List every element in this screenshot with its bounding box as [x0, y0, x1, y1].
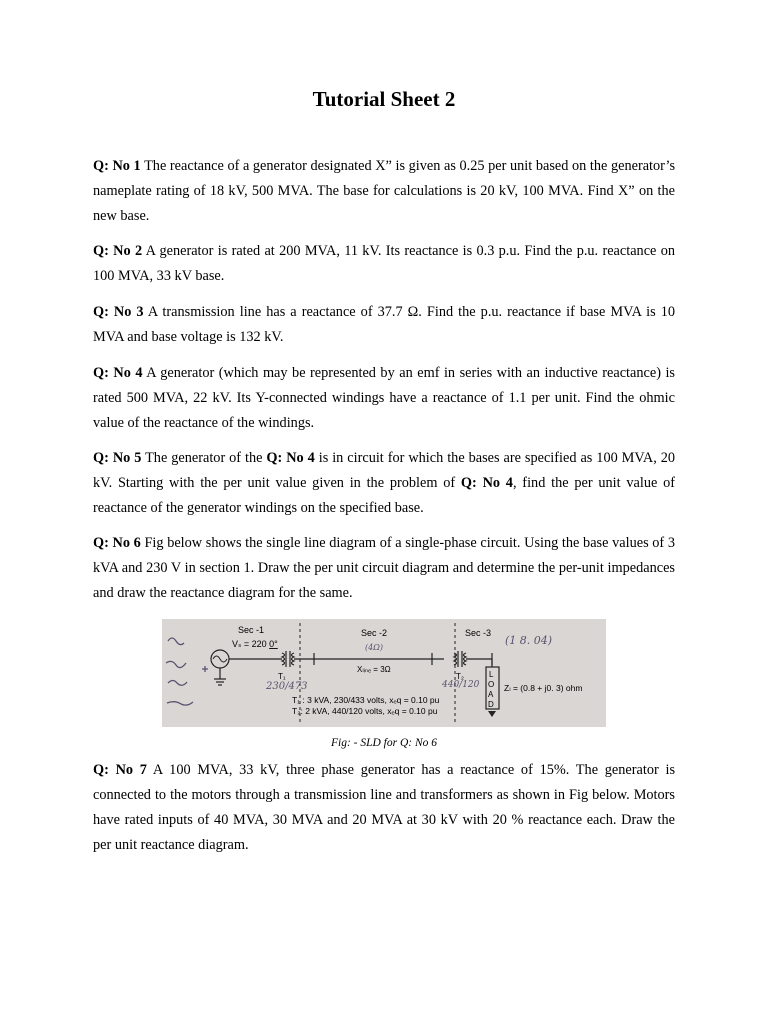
- question-4: [93, 361, 675, 436]
- question-label: Q: No 1: [93, 158, 141, 174]
- handwritten-notes: [166, 638, 208, 705]
- load-letter: A: [488, 690, 494, 699]
- transformer-t2-symbol: [454, 651, 466, 667]
- transformer-t2-label: T₂: [456, 672, 464, 681]
- section-3-label: Sec -3: [465, 628, 492, 638]
- transformer-spec-1: T₁ : 3 kVA, 230/433 volts, xₑq = 0.10 pu: [292, 695, 440, 705]
- question-label: Q: No 2: [93, 243, 143, 259]
- section-2-label: Sec -2: [361, 628, 388, 638]
- load-letter: L: [489, 670, 494, 679]
- question-5: [93, 446, 675, 521]
- question-text: Fig below shows the single line diagram of a single-phase circuit. Using the base values of 3 kVA and 230 V in section 1. Draw the per unit circuit diagram and determine the per-unit impedances and draw the reactance diagram for the same.: [93, 535, 675, 601]
- handwritten-note: (1 8. 04): [505, 634, 553, 647]
- question-text: A transmission line has a reactance of 37.7 Ω. Find the p.u. reactance if base MVA is 10 MVA and base voltage is 132 kV.: [93, 304, 676, 345]
- question-label: Q: No 4: [93, 365, 143, 381]
- line-reactance-label: Xₗᵢₙₑ = 3Ω: [357, 665, 391, 674]
- question-reference: Q: No 4: [460, 475, 513, 491]
- load-letter: O: [488, 680, 495, 689]
- question-label: Q: No 7: [93, 762, 147, 778]
- question-2: [93, 239, 675, 289]
- transformer-t1-label: T₁: [278, 672, 286, 681]
- question-text: is in circuit for which the bases are specified as 100 MVA, 20 kV. Starting with the per unit value given in the problem of: [93, 450, 676, 491]
- transformer-spec-2: T₂: 2 kVA, 440/120 volts, xₑq = 0.10 pu: [292, 706, 438, 716]
- transformer-t1-symbol: [282, 651, 294, 667]
- handwritten-note: 230/473: [266, 681, 308, 692]
- diagram-svg: [162, 619, 606, 727]
- load-arrow-icon: [488, 711, 496, 717]
- question-text: A generator (which may be represented by an emf in series with an inductive reactance) is rated 500 MVA, 22 kV. Its Y-connected windings have a reactance of 1.1 per unit. Find the ohmic value of the reactance of the windings.: [93, 365, 675, 431]
- handwritten-note: (4Ω): [365, 643, 383, 652]
- source-voltage-label: Vₛ = 220 0°: [232, 639, 278, 649]
- handwritten-note: 440/120: [442, 680, 480, 690]
- load-letter: D: [488, 700, 494, 709]
- question-3: [93, 300, 675, 350]
- page-title: Tutorial Sheet 2: [312, 87, 456, 111]
- load-impedance-label: Zₗ = (0.8 + j0. 3) ohm: [504, 683, 583, 693]
- question-1: [93, 154, 675, 229]
- section-1-label: Sec -1: [238, 625, 265, 635]
- question-text: The generator of the: [141, 450, 267, 466]
- question-text: A 100 MVA, 33 kV, three phase generator has a reactance of 15%. The generator is connected to the motors through a transmission line and transformers as shown in Fig below. Motors have rated inputs of 40 MVA, 30 MVA and 20 MVA at 30 kV with 20 % reactance each. Draw the per unit reactance diagram.: [93, 762, 676, 853]
- question-text: The reactance of a generator designated X” is given as 0.25 per unit based on the generator’s nameplate rating of 18 kV, 500 MVA. The base for calculations is 20 kV, 100 MVA. Find X” on the new base.: [93, 158, 676, 224]
- question-label: Q: No 6: [93, 535, 141, 551]
- question-6: [93, 531, 675, 606]
- question-text: , find the per unit value of reactance of the generator windings on the specified base.: [93, 475, 675, 516]
- question-label: Q: No 5: [93, 450, 142, 466]
- question-text: A generator is rated at 200 MVA, 11 kV. Its reactance is 0.3 p.u. Find the p.u. reactance on 100 MVA, 33 kV base.: [93, 243, 675, 284]
- single-line-diagram: [162, 619, 606, 727]
- figure-caption: Fig: - SLD for Q: No 6: [330, 737, 438, 749]
- question-7: [93, 758, 675, 858]
- question-reference: Q: No 4: [266, 450, 315, 466]
- question-label: Q: No 3: [93, 304, 144, 320]
- sine-wave-icon: [213, 656, 227, 662]
